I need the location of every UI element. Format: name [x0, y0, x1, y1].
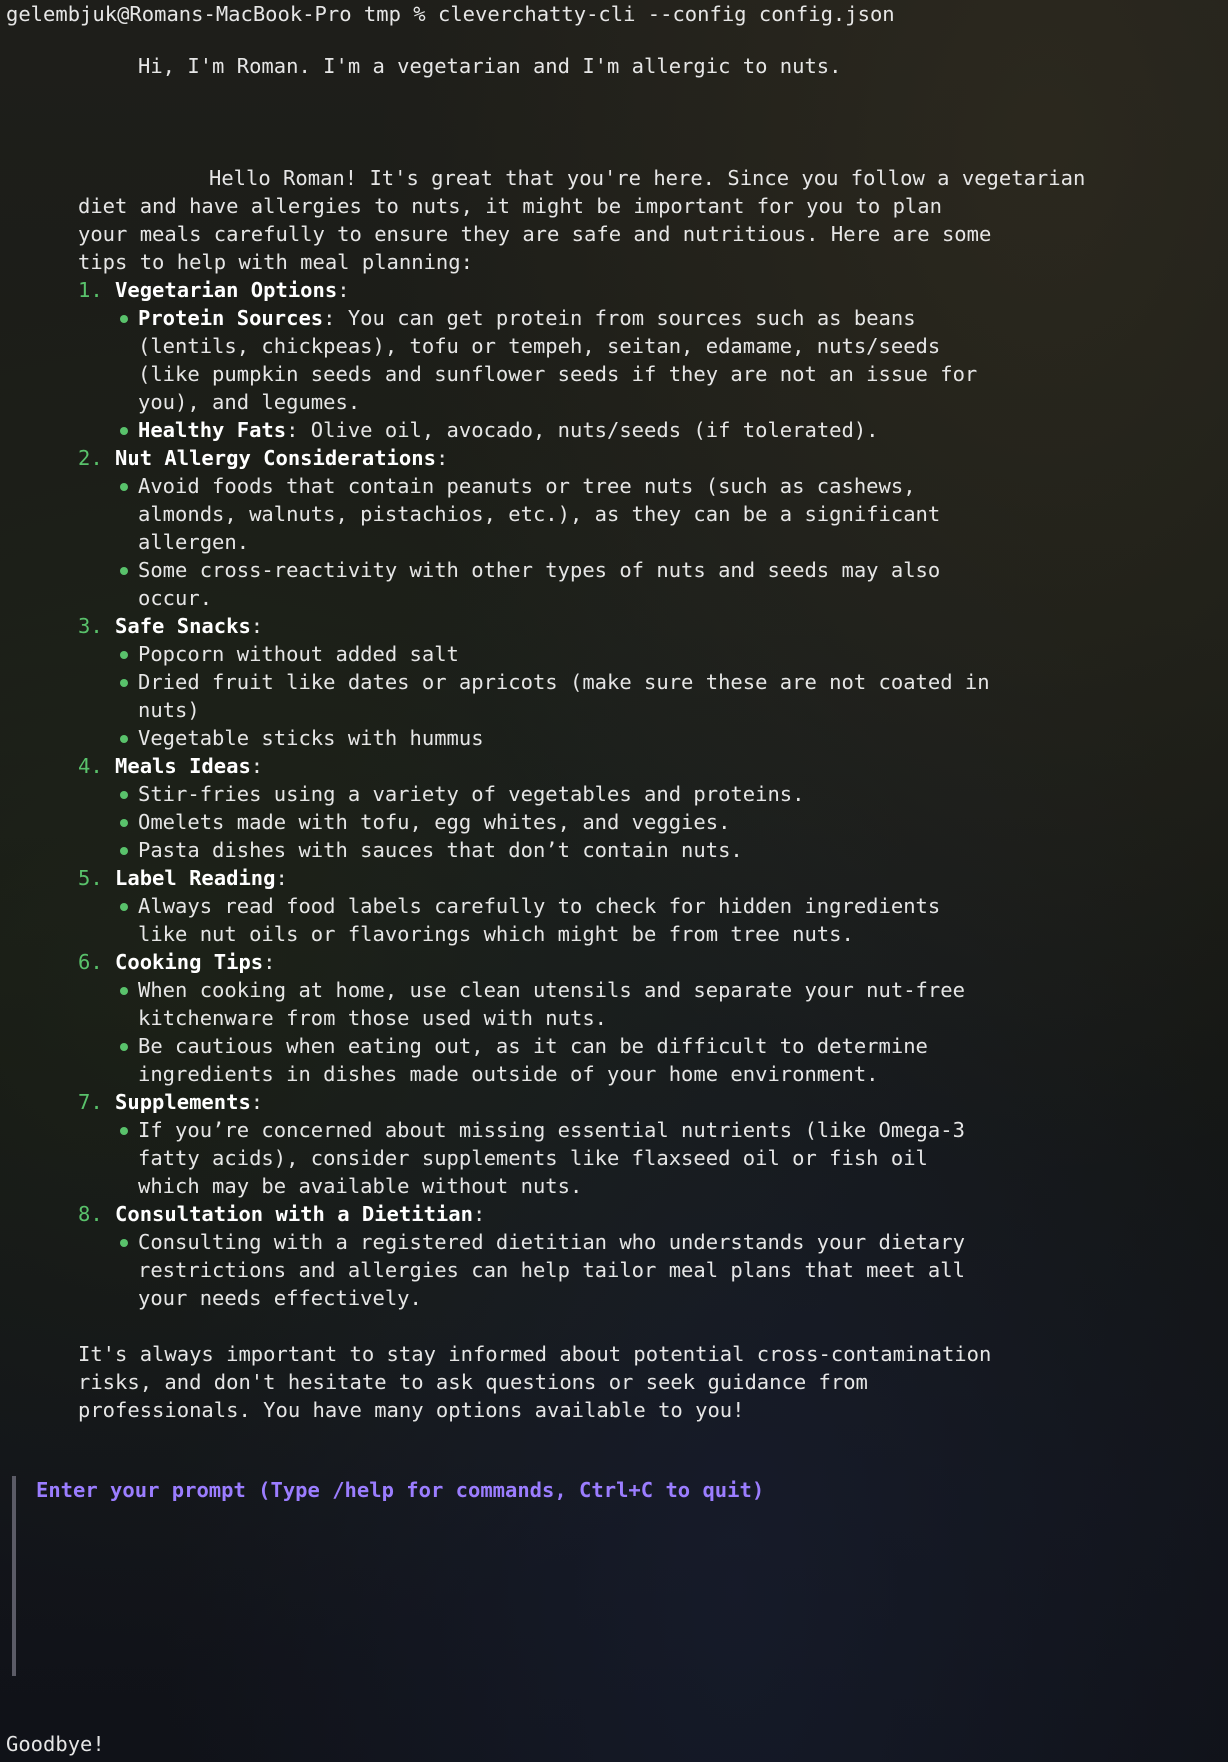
section-number: 5. [78, 866, 103, 890]
section-heading-2: 2. Nut Allergy Considerations: [78, 446, 449, 470]
list-item-text [114, 782, 804, 806]
section-number: 7. [78, 1090, 103, 1114]
list-item [6, 472, 1222, 500]
section-title: Supplements [115, 1090, 251, 1114]
list-item-line: Pasta dishes with sauces that don’t contain nuts. [138, 838, 743, 862]
list-item-text [114, 642, 459, 666]
list-item [6, 780, 1222, 808]
bullet-dot-icon [120, 903, 128, 911]
list-item-line: If you’re concerned about missing essential nutrients (like Omega-3 [138, 1118, 965, 1142]
list-item-continuation: you), and legumes. [138, 390, 361, 414]
list-item [6, 724, 1222, 752]
prompt-input-area[interactable] [12, 1476, 1116, 1676]
list-item-line: Dried fruit like dates or apricots (make sure these are not coated in [138, 670, 990, 694]
list-item-line: Always read food labels carefully to check for hidden ingredients [138, 894, 941, 918]
list-item-text [114, 306, 916, 330]
list-item-text [114, 670, 990, 694]
list-item-text [114, 474, 916, 498]
section-number: 6. [78, 950, 103, 974]
prompt-placeholder: Enter your prompt (Type /help for commands, Ctrl+C to quit) [36, 1478, 765, 1502]
section-heading-3: 3. Safe Snacks: [78, 614, 264, 638]
list-item-continuation: occur. [138, 586, 213, 610]
bullet-dot-icon [120, 735, 128, 743]
section-heading-7: 7. Supplements: [78, 1090, 264, 1114]
section-number: 2. [78, 446, 103, 470]
assistant-intro-line: your meals carefully to ensure they are safe and nutritious. Here are some [78, 222, 992, 246]
list-item-text [114, 838, 743, 862]
bullet-dot-icon [120, 679, 128, 687]
section-title: Nut Allergy Considerations [115, 446, 436, 470]
list-item-text [114, 726, 484, 750]
list-item [6, 1228, 1222, 1256]
list-item [6, 556, 1222, 584]
list-item-continuation: your needs effectively. [138, 1286, 422, 1310]
bullet-dot-icon [120, 427, 128, 435]
bullet-dot-icon [120, 847, 128, 855]
assistant-intro-line: tips to help with meal planning: [78, 250, 473, 274]
bullet-dot-icon [120, 315, 128, 323]
list-item-continuation: almonds, walnuts, pistachios, etc.), as they can be a significant [138, 502, 941, 526]
section-number: 8. [78, 1202, 103, 1226]
assistant-first-line-row [6, 164, 1222, 192]
list-item-continuation: nuts) [138, 698, 200, 722]
bullet-dot-icon [120, 483, 128, 491]
list-item-line: : Olive oil, avocado, nuts/seeds (if tolerated). [286, 418, 879, 442]
list-item-continuation: kitchenware from those used with nuts. [138, 1006, 607, 1030]
list-item-bold: Protein Sources [138, 306, 324, 330]
list-item-line: : You can get protein from sources such as beans [323, 306, 916, 330]
list-item [6, 836, 1222, 864]
list-item-text [114, 1118, 965, 1142]
section-number: 4. [78, 754, 103, 778]
assistant-first-line: Hello Roman! It's great that you're here. Since you follow a vegetarian [209, 166, 1086, 190]
list-item-continuation: restrictions and allergies can help tailor meal plans that meet all [138, 1258, 965, 1282]
list-item-line: Be cautious when eating out, as it can be difficult to determine [138, 1034, 928, 1058]
list-item [6, 1032, 1222, 1060]
section-heading-6: 6. Cooking Tips: [78, 950, 276, 974]
bullet-dot-icon [120, 1043, 128, 1051]
blank-line [6, 1312, 1222, 1340]
list-item [6, 304, 1222, 332]
list-item-continuation: (lentils, chickpeas), tofu or tempeh, seitan, edamame, nuts/seeds [138, 334, 941, 358]
assistant-intro-line: diet and have allergies to nuts, it might be important for you to plan [78, 194, 942, 218]
command-line: gelembjuk@Romans-MacBook-Pro tmp % cleverchatty-cli --config config.json [6, 2, 895, 26]
list-item [6, 892, 1222, 920]
bullet-dot-icon [120, 819, 128, 827]
list-item-text [114, 418, 879, 442]
user-message: Hi, I'm Roman. I'm a vegetarian and I'm allergic to nuts. [138, 54, 842, 78]
list-item [6, 808, 1222, 836]
section-number: 3. [78, 614, 103, 638]
list-item-line: Vegetable sticks with hummus [138, 726, 484, 750]
list-item-line: Some cross-reactivity with other types of nuts and seeds may also [138, 558, 941, 582]
section-title: Vegetarian Options [115, 278, 338, 302]
list-item-text [114, 1034, 928, 1058]
assistant-body [6, 192, 1222, 1424]
section-title: Safe Snacks [115, 614, 251, 638]
list-item-text [114, 978, 965, 1002]
list-item-line: Popcorn without added salt [138, 642, 459, 666]
list-item [6, 416, 1222, 444]
list-item-text [114, 810, 730, 834]
assistant-closing-line: It's always important to stay informed about potential cross-contamination [78, 1342, 992, 1366]
section-title: Meals Ideas [115, 754, 251, 778]
section-heading-8: 8. Consultation with a Dietitian: [78, 1202, 486, 1226]
goodbye-message: Goodbye! [6, 1732, 105, 1756]
list-item [6, 640, 1222, 668]
section-title: Consultation with a Dietitian [115, 1202, 473, 1226]
section-number: 1. [78, 278, 103, 302]
list-item-continuation: allergen. [138, 530, 250, 554]
assistant-message [6, 164, 1222, 1424]
list-item-text [114, 894, 940, 918]
list-item [6, 668, 1222, 696]
list-item [6, 1116, 1222, 1144]
list-item-continuation: ingredients in dishes made outside of your home environment. [138, 1062, 879, 1086]
assistant-closing-line: professionals. You have many options available to you! [78, 1398, 745, 1422]
list-item-continuation: (like pumpkin seeds and sunflower seeds if they are not an issue for [138, 362, 978, 386]
list-item-line: When cooking at home, use clean utensils and separate your nut-free [138, 978, 965, 1002]
list-item-line: Avoid foods that contain peanuts or tree nuts (such as cashews, [138, 474, 916, 498]
list-item-line: Omelets made with tofu, egg whites, and veggies. [138, 810, 731, 834]
list-item-line: Stir-fries using a variety of vegetables and proteins. [138, 782, 805, 806]
section-heading-1: 1. Vegetarian Options: [78, 278, 350, 302]
list-item-bold: Healthy Fats [138, 418, 287, 442]
bullet-dot-icon [120, 651, 128, 659]
bullet-dot-icon [120, 987, 128, 995]
list-item-continuation: like nut oils or flavorings which might be from tree nuts. [138, 922, 854, 946]
list-item-continuation: which may be available without nuts. [138, 1174, 583, 1198]
section-title: Cooking Tips [115, 950, 264, 974]
section-heading-4: 4. Meals Ideas: [78, 754, 264, 778]
section-title: Label Reading [115, 866, 276, 890]
list-item [6, 976, 1222, 1004]
list-item-text [114, 558, 940, 582]
bullet-dot-icon [120, 791, 128, 799]
section-heading-5: 5. Label Reading: [78, 866, 288, 890]
user-message-row [6, 52, 1222, 80]
bullet-dot-icon [120, 1239, 128, 1247]
list-item-text [114, 1230, 965, 1254]
bullet-dot-icon [120, 1127, 128, 1135]
terminal-window [6, 0, 1222, 1762]
list-item-line: Consulting with a registered dietitian who understands your dietary [138, 1230, 965, 1254]
bullet-dot-icon [120, 567, 128, 575]
assistant-closing-line: risks, and don't hesitate to ask questions or seek guidance from [78, 1370, 868, 1394]
list-item-continuation: fatty acids), consider supplements like flaxseed oil or fish oil [138, 1146, 928, 1170]
